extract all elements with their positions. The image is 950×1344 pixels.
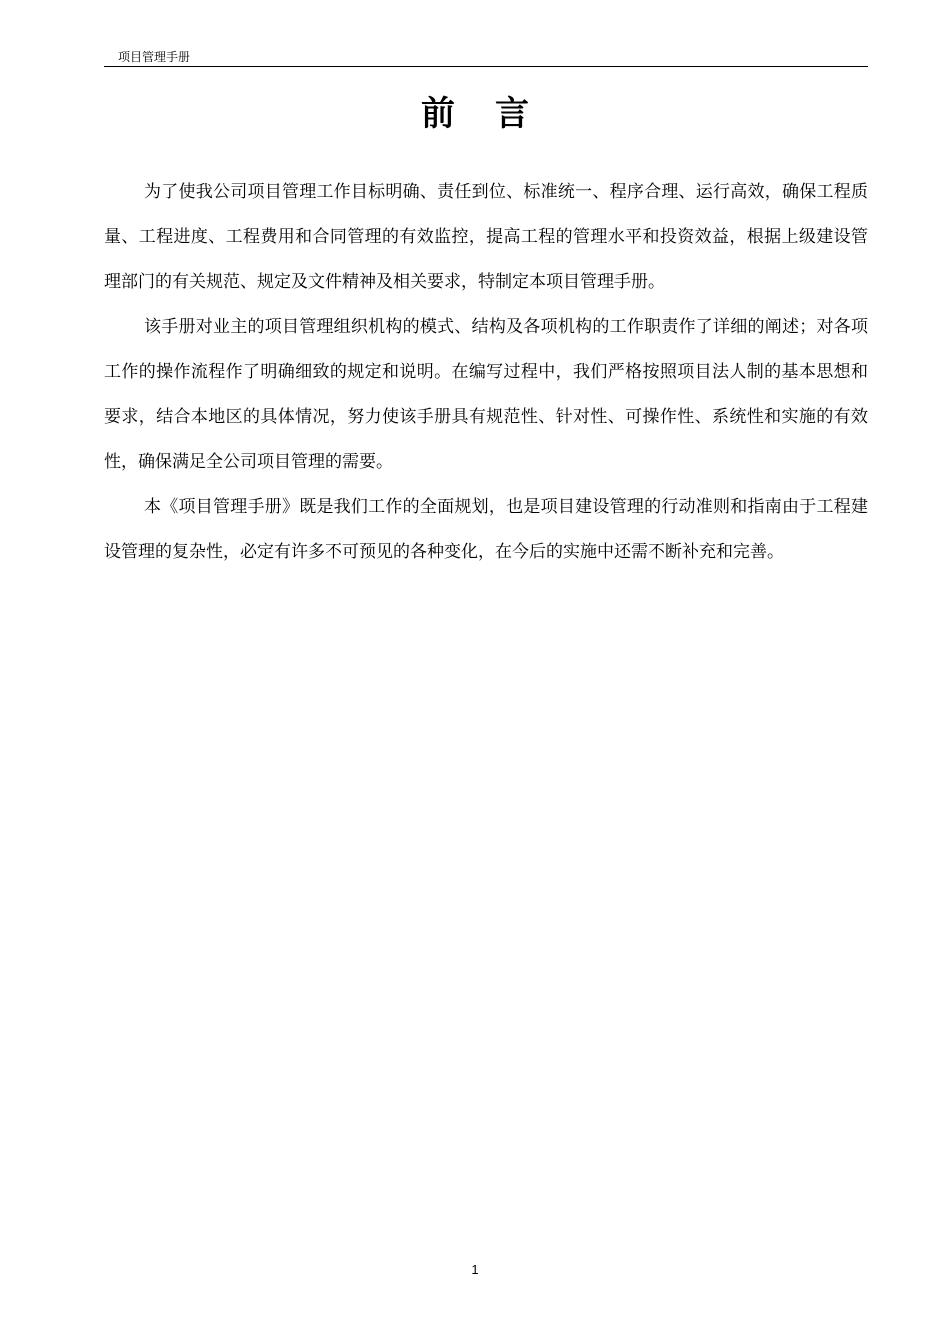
page-number: 1 [471, 1262, 479, 1277]
paragraph-1: 为了使我公司项目管理工作目标明确、责任到位、标准统一、程序合理、运行高效，确保工程质量、工程进度、工程费用和合同管理的有效监控，提高工程的管理水平和投资效益，根据上级建设管理部门的有关规范、规定及文件精神及相关要求，特制定本项目管理手册。 [104, 182, 868, 292]
body-text [104, 170, 868, 575]
running-header [104, 48, 868, 67]
running-header-title: 项目管理手册 [118, 50, 191, 64]
page-title [0, 92, 950, 136]
page-title-char-1: 前 [421, 94, 455, 134]
page-title-char-2: 言 [495, 94, 529, 134]
paragraph-3: 本《项目管理手册》既是我们工作的全面规划，也是项目建设管理的行动准则和指南由于工程建设管理的复杂性，必定有许多不可预见的各种变化，在今后的实施中还需不断补充和完善。 [104, 497, 868, 562]
paragraph-2: 该手册对业主的项目管理组织机构的模式、结构及各项机构的工作职责作了详细的阐述；对各项工作的操作流程作了明确细致的规定和说明。在编写过程中，我们严格按照项目法人制的基本思想和要求，结合本地区的具体情况，努力使该手册具有规范性、针对性、可操作性、系统性和实施的有效性，确保满足全公司项目管理的需要。 [104, 317, 868, 472]
